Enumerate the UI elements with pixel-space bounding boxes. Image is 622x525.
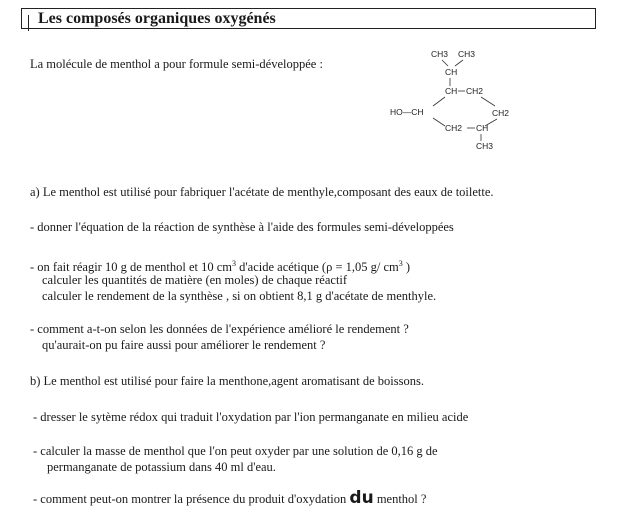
question-b-detect-text: - comment peut-on montrer la présence du produit d'oxydation bbox=[33, 492, 350, 506]
title-box bbox=[21, 8, 596, 29]
formula-ch-ring-bottom: CH bbox=[476, 123, 489, 133]
question-a-alternative: qu'aurait-on pu faire aussi pour améliorer le rendement ? bbox=[42, 338, 326, 352]
question-b-detect-text: menthol ? bbox=[373, 492, 427, 506]
formula-ch-ring-top: CH bbox=[445, 86, 458, 96]
formula-ch3-bottom: CH3 bbox=[476, 141, 494, 151]
formula-ch3-left: CH3 bbox=[431, 49, 449, 59]
question-a-data-text: ) bbox=[402, 260, 411, 275]
formula-ch2-ring-right: CH2 bbox=[492, 108, 510, 118]
formula-bond bbox=[455, 60, 463, 66]
formula-bond bbox=[481, 97, 495, 106]
formula-ch-isopropyl: CH bbox=[445, 67, 458, 77]
formula-bond bbox=[442, 60, 448, 66]
formula-bond bbox=[433, 118, 445, 126]
intro-text: La molécule de menthol a pour formule semi-développée : bbox=[30, 57, 323, 71]
section-b-heading: b) Le menthol est utilisé pour faire la menthone,agent aromatisant de boissons. bbox=[30, 374, 424, 388]
question-b-mass-cont: permanganate de potassium dans 40 ml d'eau. bbox=[47, 460, 276, 474]
title-box-divider bbox=[28, 15, 29, 31]
question-b-mass: - calculer la masse de menthol que l'on peut oxyder par une solution de 0,16 g de bbox=[33, 444, 438, 458]
question-b-redox: - dresser le sytème rédox qui traduit l'oxydation par l'ion permanganate en milieu acide bbox=[33, 410, 469, 424]
formula-ch2-ring-top: CH2 bbox=[466, 86, 484, 96]
question-a-improve: - comment a-t-on selon les données de l'expérience amélioré le rendement ? bbox=[30, 322, 409, 336]
menthol-formula bbox=[385, 42, 515, 157]
question-b-detect bbox=[33, 488, 427, 508]
question-a-equation: - donner l'équation de la réaction de synthèse à l'aide des formules semi-développées bbox=[30, 220, 454, 234]
superscript: 3 bbox=[232, 259, 237, 268]
question-a-data-text: d'acide acétique (ρ = 1,05 g/ cm bbox=[236, 260, 399, 275]
page-title: Les composés organiques oxygénés bbox=[38, 10, 276, 27]
formula-bond bbox=[433, 97, 445, 106]
question-a-yield: calculer le rendement de la synthèse , si on obtient 8,1 g d'acétate de menthyle. bbox=[42, 289, 437, 303]
section-a-heading: a) Le menthol est utilisé pour fabriquer l'acétate de menthyle,composant des eaux de toilette. bbox=[30, 185, 494, 199]
question-a-moles: calculer les quantités de matière (en moles) de chaque réactif bbox=[42, 273, 348, 287]
handwritten-word: du bbox=[349, 488, 374, 508]
formula-ch2-ring-bottom: CH2 bbox=[445, 123, 463, 133]
superscript: 3 bbox=[398, 259, 403, 268]
question-a-data-text: - on fait réagir 10 g de menthol et 10 cm bbox=[30, 260, 233, 275]
formula-ch3-right: CH3 bbox=[458, 49, 476, 59]
formula-ho-ch: HO—CH bbox=[390, 107, 424, 117]
